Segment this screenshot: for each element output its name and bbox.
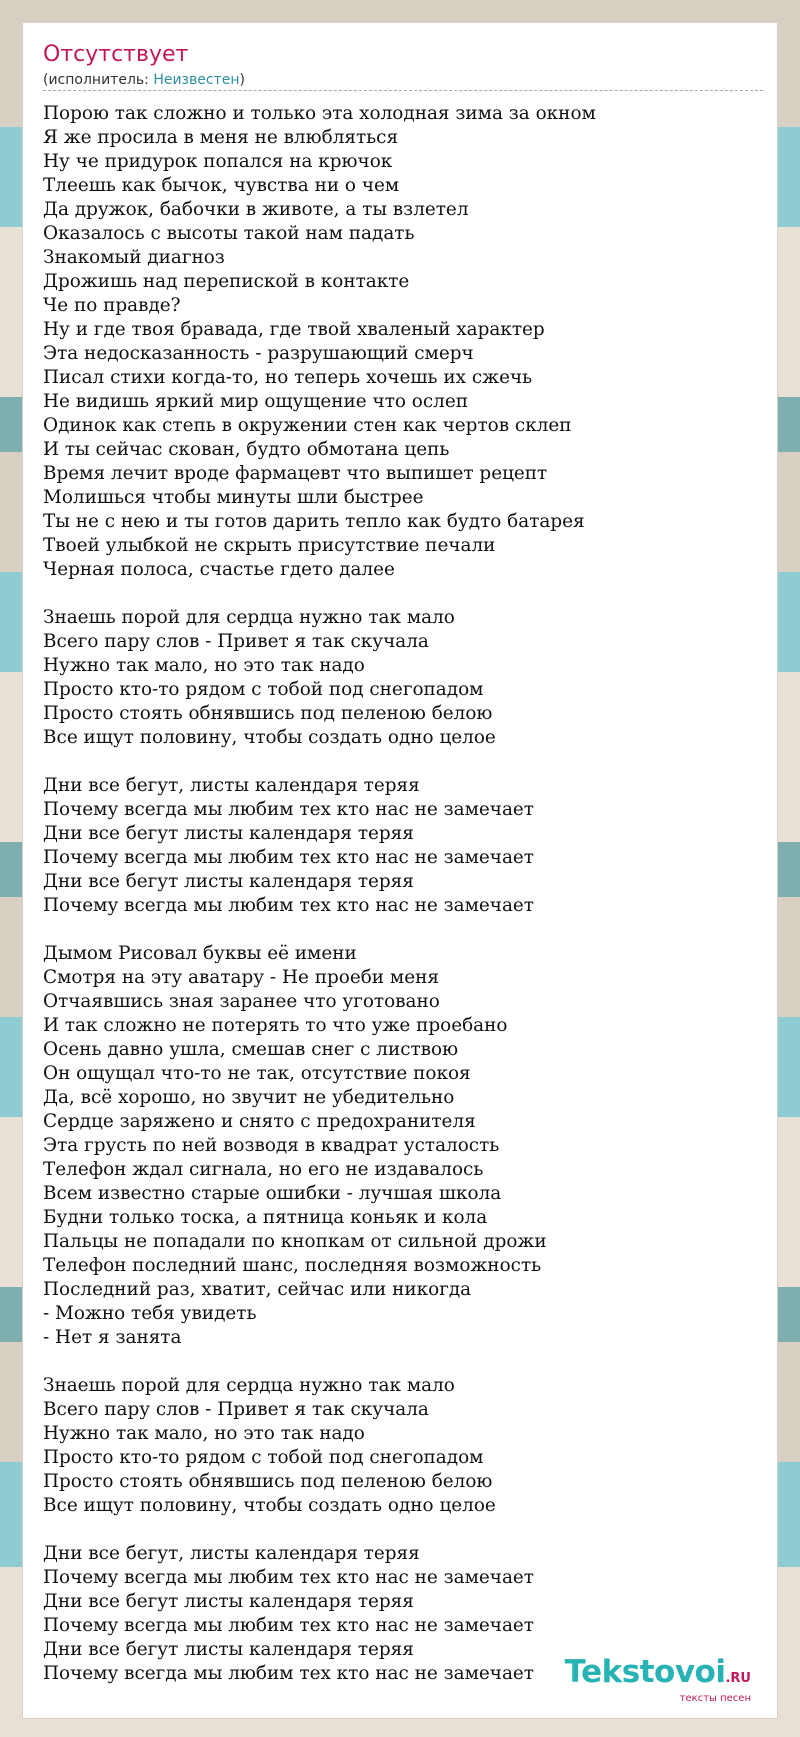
lyrics-line: Телефон ждал сигнала, но его не издавалось <box>43 1159 484 1180</box>
lyrics-stanza <box>43 102 768 582</box>
lyrics-line: Всем известно старые ошибки - лучшая школа <box>43 1183 502 1204</box>
lyrics-line: Дни все бегут листы календаря теряя <box>43 871 414 892</box>
lyrics-stanza <box>43 942 768 1350</box>
lyrics-line: Молишься чтобы минуты шли быстрее <box>43 487 424 508</box>
lyrics-line: Почему всегда мы любим тех кто нас не замечает <box>43 895 534 916</box>
lyrics-line: Да дружок, бабочки в животе, а ты взлетел <box>43 199 469 220</box>
logo-name: Tekstovoi <box>564 1654 726 1690</box>
lyrics-line: Дни все бегут листы календаря теряя <box>43 1639 414 1660</box>
lyrics-line: Смотря на эту аватару - Не проеби меня <box>43 967 439 988</box>
lyrics-line: Почему всегда мы любим тех кто нас не замечает <box>43 799 534 820</box>
lyrics-line: Черная полоса, счастье гдето далее <box>43 559 395 580</box>
lyrics-line: Ну че придурок попался на крючок <box>43 151 393 172</box>
lyrics-line: Почему всегда мы любим тех кто нас не замечает <box>43 1615 534 1636</box>
logo-wordmark <box>565 1655 751 1696</box>
lyrics-line: Нужно так мало, но это так надо <box>43 1423 365 1444</box>
lyrics-line: Просто кто-то рядом с тобой под снегопадом <box>43 1447 484 1468</box>
lyrics-line: Все ищут половину, чтобы создать одно целое <box>43 1495 496 1516</box>
lyrics-line: Ну и где твоя бравада, где твой хваленый характер <box>43 319 545 340</box>
title-divider <box>43 90 763 91</box>
performer-line <box>43 71 245 89</box>
lyrics-line: Я же просила в меня не влюбляться <box>43 127 399 148</box>
logo-tagline: тексты песен <box>679 1693 751 1704</box>
lyrics-line: Сердце заряжено и снято с предохранителя <box>43 1111 476 1132</box>
lyrics-line: Все ищут половину, чтобы создать одно целое <box>43 727 496 748</box>
lyrics-line: Всего пару слов - Привет я так скучала <box>43 1399 429 1420</box>
lyrics-line: Нужно так мало, но это так надо <box>43 655 365 676</box>
lyrics-stanza <box>43 606 768 750</box>
lyrics-line: Он ощущал что-то не так, отсутствие покоя <box>43 1063 471 1084</box>
performer-link[interactable]: Неизвестен <box>153 72 240 88</box>
lyrics-line: И ты сейчас скован, будто обмотана цепь <box>43 439 450 460</box>
lyrics-line: Не видишь яркий мир ощущение что ослеп <box>43 391 468 412</box>
lyrics-line: Осень давно ушла, смешав снег с листвою <box>43 1039 459 1060</box>
lyrics-line: Оказалось с высоты такой нам падать <box>43 223 415 244</box>
lyrics-line: Пальцы не попадали по кнопкам от сильной дрожи <box>43 1231 547 1252</box>
lyrics-line: Писал стихи когда-то, но теперь хочешь их сжечь <box>43 367 533 388</box>
lyrics-line: - Можно тебя увидеть <box>43 1303 257 1324</box>
song-title: Отсутствует <box>43 42 189 67</box>
lyrics-line: Одинок как степь в окружении стен как чертов склеп <box>43 415 572 436</box>
lyrics-line: Да, всё хорошо, но звучит не убедительно <box>43 1087 455 1108</box>
lyrics-line: Время лечит вроде фармацевт что выпишет рецепт <box>43 463 548 484</box>
lyrics-line: Дымом Рисовал буквы её имени <box>43 943 357 964</box>
lyrics-line: Знакомый диагноз <box>43 247 225 268</box>
lyrics-line: Порою так сложно и только эта холодная зима за окном <box>43 103 596 124</box>
lyrics-line: Дни все бегут, листы календаря теряя <box>43 775 420 796</box>
lyrics-line: Просто стоять обнявшись под пеленою белою <box>43 1471 493 1492</box>
lyrics-line: Просто стоять обнявшись под пеленою белою <box>43 703 493 724</box>
lyrics-line: Ты не с нею и ты готов дарить тепло как будто батарея <box>43 511 585 532</box>
lyrics-line: - Нет я занята <box>43 1327 182 1348</box>
lyrics-line: Тлеешь как бычок, чувства ни о чем <box>43 175 400 196</box>
site-logo[interactable] <box>565 1655 751 1704</box>
lyrics-line: Почему всегда мы любим тех кто нас не замечает <box>43 847 534 868</box>
lyrics-line: Почему всегда мы любим тех кто нас не замечает <box>43 1567 534 1588</box>
lyrics-line: Дни все бегут листы календаря теряя <box>43 1591 414 1612</box>
lyrics-card <box>22 22 778 1719</box>
lyrics-line: Дни все бегут листы календаря теряя <box>43 823 414 844</box>
lyrics-line: Телефон последний шанс, последняя возможность <box>43 1255 542 1276</box>
lyrics-line: Будни только тоска, а пятница коньяк и кола <box>43 1207 488 1228</box>
lyrics-line: Последний раз, хватит, сейчас или никогда <box>43 1279 472 1300</box>
lyrics-line: Твоей улыбкой не скрыть присутствие печали <box>43 535 496 556</box>
lyrics-line: Знаешь порой для сердца нужно так мало <box>43 607 455 628</box>
lyrics-line: Почему всегда мы любим тех кто нас не замечает <box>43 1663 534 1684</box>
lyrics-line: Дни все бегут, листы календаря теряя <box>43 1543 420 1564</box>
performer-suffix: ) <box>239 72 245 88</box>
lyrics-line: И так сложно не потерять то что уже проебано <box>43 1015 508 1036</box>
lyrics-line: Эта грусть по ней возводя в квадрат усталость <box>43 1135 500 1156</box>
lyrics-line: Че по правде? <box>43 295 181 316</box>
logo-domain: .RU <box>725 1671 751 1686</box>
lyrics-line: Эта недосказанность - разрушающий смерч <box>43 343 474 364</box>
performer-prefix: (исполнитель: <box>43 72 154 88</box>
lyrics-stanza <box>43 774 768 918</box>
lyrics-line: Дрожишь над перепиской в контакте <box>43 271 410 292</box>
lyrics-text <box>43 102 768 1686</box>
lyrics-line: Знаешь порой для сердца нужно так мало <box>43 1375 455 1396</box>
lyrics-stanza <box>43 1374 768 1518</box>
lyrics-line: Всего пару слов - Привет я так скучала <box>43 631 429 652</box>
lyrics-line: Отчаявшись зная заранее что уготовано <box>43 991 440 1012</box>
lyrics-line: Просто кто-то рядом с тобой под снегопадом <box>43 679 484 700</box>
